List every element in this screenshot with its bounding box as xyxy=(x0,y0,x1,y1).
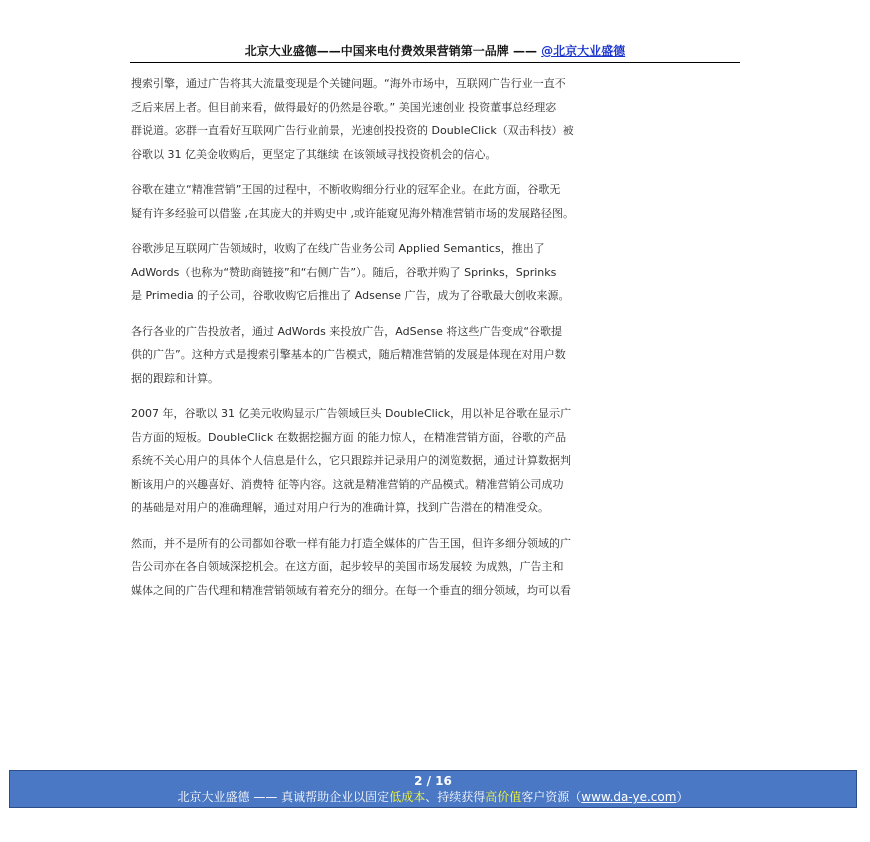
text-line: 媒体之间的广告代理和精准营销领域有着充分的细分。在每一个垂直的细分领域，均可以看 xyxy=(131,583,571,597)
text-line: 告方面的短板。DoubleClick 在数据挖掘方面 的能力惊人，在精准营销方面，谷歌的产品 xyxy=(131,430,567,444)
paragraph xyxy=(131,72,743,166)
slogan-text: 客户资源（ xyxy=(521,790,582,804)
paragraph xyxy=(131,320,743,391)
text-line: 据的跟踪和计算。 xyxy=(131,371,219,385)
text-line: AdWords（也称为“赞助商链接”和“右侧广告”）。随后，谷歌并购了 Sprinks，Sprinks xyxy=(131,265,557,279)
text-line: 供的广告”。这种方式是搜索引擎基本的广告模式，随后精准营销的发展是体现在对用户数 xyxy=(131,348,566,361)
text-line: 各行各业的广告投放者，通过 AdWords 来投放广告，AdSense 将这些广告变成“谷歌提 xyxy=(131,324,563,338)
slogan-text: ） xyxy=(676,790,689,804)
slogan-text: 北京大业盛德 —— 真诚帮助企业以固定 xyxy=(177,790,390,804)
footer-slogan xyxy=(10,789,856,805)
text-line: 2007 年，谷歌以 31 亿美元收购显示广告领域巨头 DoubleClick，用以补足谷歌在显示广 xyxy=(131,407,572,420)
paragraph xyxy=(131,237,743,308)
document-body xyxy=(131,72,743,764)
text-line: 系统不关心用户的具体个人信息是什么，它只跟踪并记录用户的浏览数据，通过计算数据判 xyxy=(131,454,571,467)
header-title: 北京大业盛德——中国来电付费效果营销第一品牌 —— xyxy=(244,44,537,58)
header-handle-link[interactable]: @北京大业盛德 xyxy=(541,44,626,58)
paragraph xyxy=(131,402,743,520)
highlight-low-cost: 低成本 xyxy=(389,790,426,804)
text-line: 然而，并不是所有的公司都如谷歌一样有能力打造全媒体的广告王国，但许多细分领域的广 xyxy=(131,536,571,550)
text-line: 是 Primedia 的子公司，谷歌收购它后推出了 Adsense 广告，成为了谷歌最大创收来源。 xyxy=(131,289,570,302)
highlight-high-value: 高价值 xyxy=(485,790,522,804)
slogan-text: 、持续获得 xyxy=(425,790,486,804)
page-number: 2 / 16 xyxy=(414,774,452,788)
text-line: 谷歌以 31 亿美金收购后，更坚定了其继续 在该领域寻找投资机会的信心。 xyxy=(131,147,497,161)
page-header xyxy=(130,40,740,63)
text-line: 疑有许多经验可以借鉴 ,在其庞大的并购史中 ,或许能窥见海外精准营销市场的发展路径图。 xyxy=(131,206,574,220)
paragraph xyxy=(131,532,743,603)
text-line: 告公司亦在各自领域深挖机会。在这方面，起步较早的美国市场发展较 为成熟，广告主和 xyxy=(131,560,564,573)
text-line: 群说道。宓群一直看好互联网广告行业前景，光速创投投资的 DoubleClick（双击科技）被 xyxy=(131,124,574,137)
paragraph xyxy=(131,178,743,225)
text-line: 的基础是对用户的准确理解，通过对用户行为的准确计算，找到广告潜在的精准受众。 xyxy=(131,501,549,514)
text-line: 搜索引擎，通过广告将其大流量变现是个关键问题。“海外市场中，互联网广告行业一直不 xyxy=(131,77,566,90)
text-line: 断该用户的兴趣喜好、消费特 征等内容。这就是精准营销的产品模式。精准营销公司成功 xyxy=(131,477,564,491)
website-link[interactable]: www.da-ye.com xyxy=(581,790,677,804)
text-line: 乏后来居上者。但目前来看，做得最好的仍然是谷歌。” 美国光速创业 投资董事总经理宓 xyxy=(131,100,557,114)
page-footer xyxy=(9,770,857,808)
text-line: 谷歌在建立“精准营销”王国的过程中，不断收购细分行业的冠军企业。在此方面，谷歌无 xyxy=(131,183,561,196)
text-line: 谷歌涉足互联网广告领域时，收购了在线广告业务公司 Applied Semantics，推出了 xyxy=(131,242,545,255)
